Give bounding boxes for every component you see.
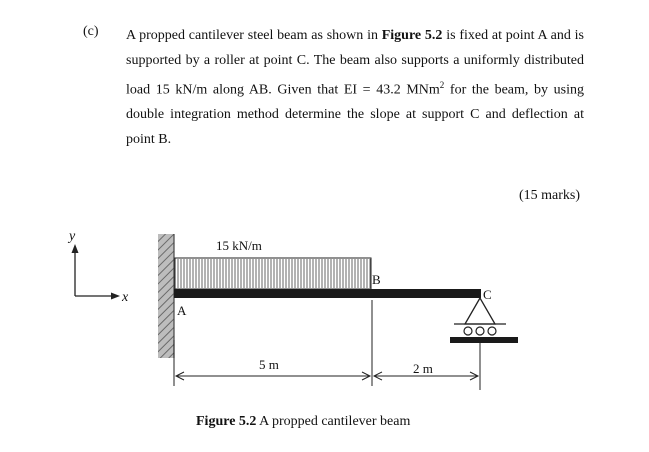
fixed-support-wall (158, 234, 174, 358)
ground-bar (450, 337, 518, 343)
roller-wheel-icon (464, 327, 472, 335)
load-intensity-label: 15 kN/m (216, 238, 262, 253)
dimension-lines (174, 300, 480, 390)
question-text-part-3: for the beam, by using double integration method determine the slope at support C and deflection at point B. (126, 82, 584, 147)
span-bc-label: 2 m (413, 361, 433, 376)
beam (174, 289, 481, 298)
span-ab-label: 5 m (259, 357, 279, 372)
roller-wheel-icon (476, 327, 484, 335)
caption-text: A propped cantilever beam (256, 414, 411, 429)
figure-reference: Figure 5.2 (381, 28, 443, 43)
x-axis-label: x (122, 290, 129, 305)
wall-hatching (158, 234, 174, 358)
question-text-part-1: A propped cantilever steel beam as shown in (126, 28, 382, 43)
axes-indicator (67, 229, 129, 305)
distributed-load (175, 238, 371, 289)
figure-caption (196, 414, 410, 430)
y-axis-arrow-icon (72, 244, 79, 253)
point-a-label: A (177, 303, 187, 318)
point-b-label: B (372, 272, 381, 287)
marks-label: (15 marks) (519, 188, 581, 203)
unit-superscript: 2 (439, 80, 445, 90)
question-text-part-2: is fixed at point A and is supported by a roller at point C. The beam also supports a uniformly distributed load 15 kN/m along AB. Given that EI = 43.2 MNm (126, 28, 584, 98)
y-axis-label: y (69, 229, 76, 244)
load-block-outline (175, 258, 371, 289)
roller-wheel-icon (488, 327, 496, 335)
x-axis-arrow-icon (111, 293, 120, 300)
caption-number: Figure 5.2 (196, 414, 257, 429)
roller-support (450, 298, 518, 343)
question-label: (c) (83, 24, 99, 39)
point-c-label: C (483, 287, 492, 302)
